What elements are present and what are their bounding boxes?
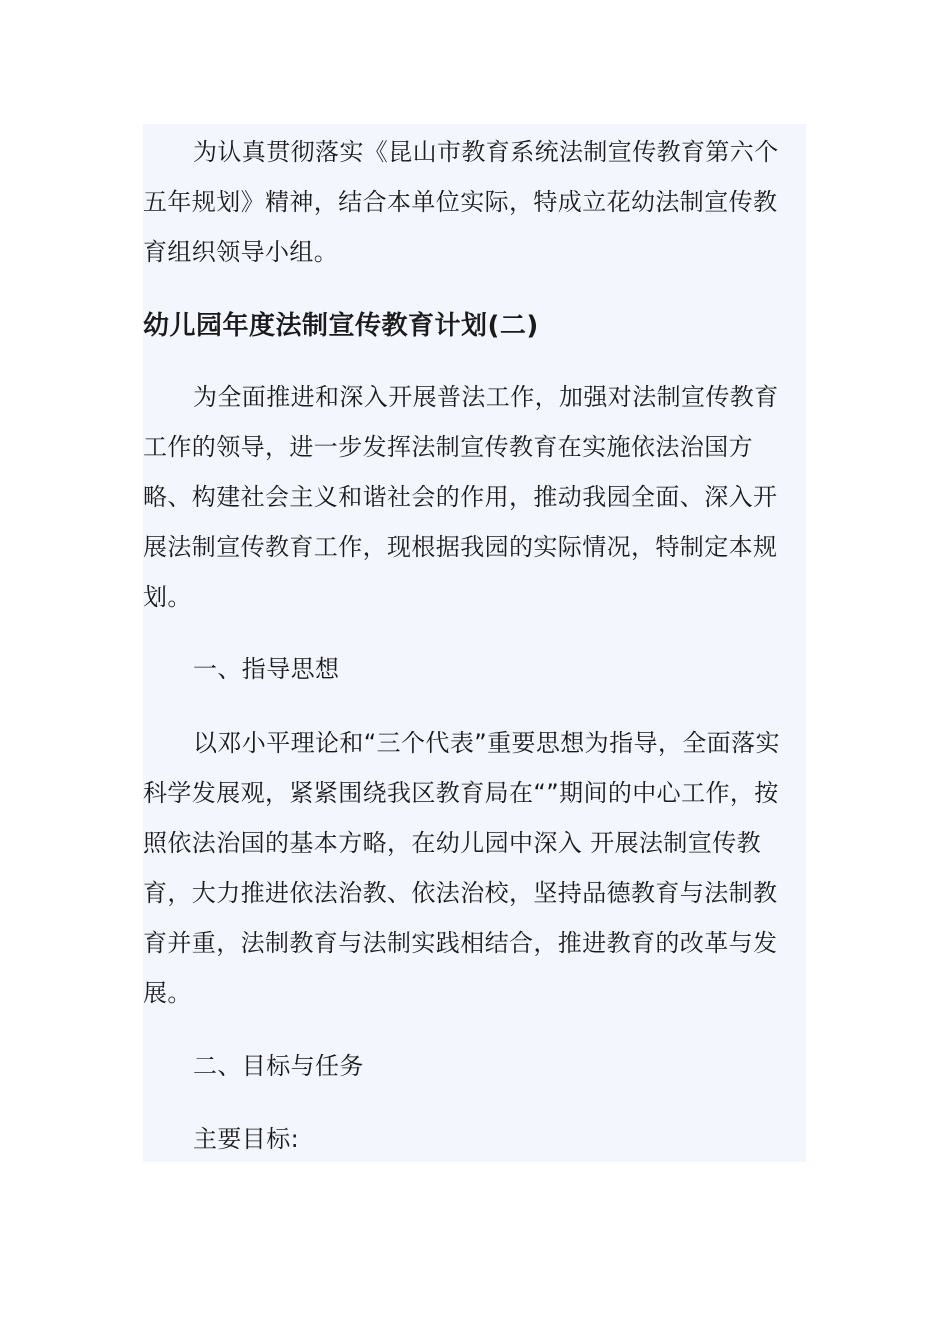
intro-paragraph: 为认真贯彻落实《昆山市教育系统法制宣传教育第六个五年规划》精神，结合本单位实际，特成立花幼法制宣传教育组织领导小组。	[143, 138, 779, 266]
goals-tasks-heading: 二、目标与任务	[193, 1052, 364, 1080]
purpose-paragraph: 为全面推进和深入开展普法工作，加强对法制宣传教育工作的领导，进一步发挥法制宣传教育在实施依法治国方略、构建社会主义和谐社会的作用，推动我园全面、深入开展法制宣传教育工作，现根据我园的实际情况，特制定本规划。	[143, 383, 779, 611]
guiding-thought-paragraph: 以邓小平理论和“三个代表”重要思想为指导，全面落实科学发展观，紧紧围绕我区教育局在“”期间的中心工作，按照依法治国的基本方略，在幼儿园中深入 开展法制宣传教育，大力推进依法治教、依法治校，坚持品德教育与法制教育并重，法制教育与法制实践相结合，推进教育的改革与发展。	[143, 729, 780, 1007]
main-goals-label: 主要目标:	[193, 1125, 300, 1153]
guiding-thought-heading: 一、指导思想	[193, 655, 340, 683]
section-title: 幼儿园年度法制宣传教育计划(二)	[143, 311, 539, 341]
